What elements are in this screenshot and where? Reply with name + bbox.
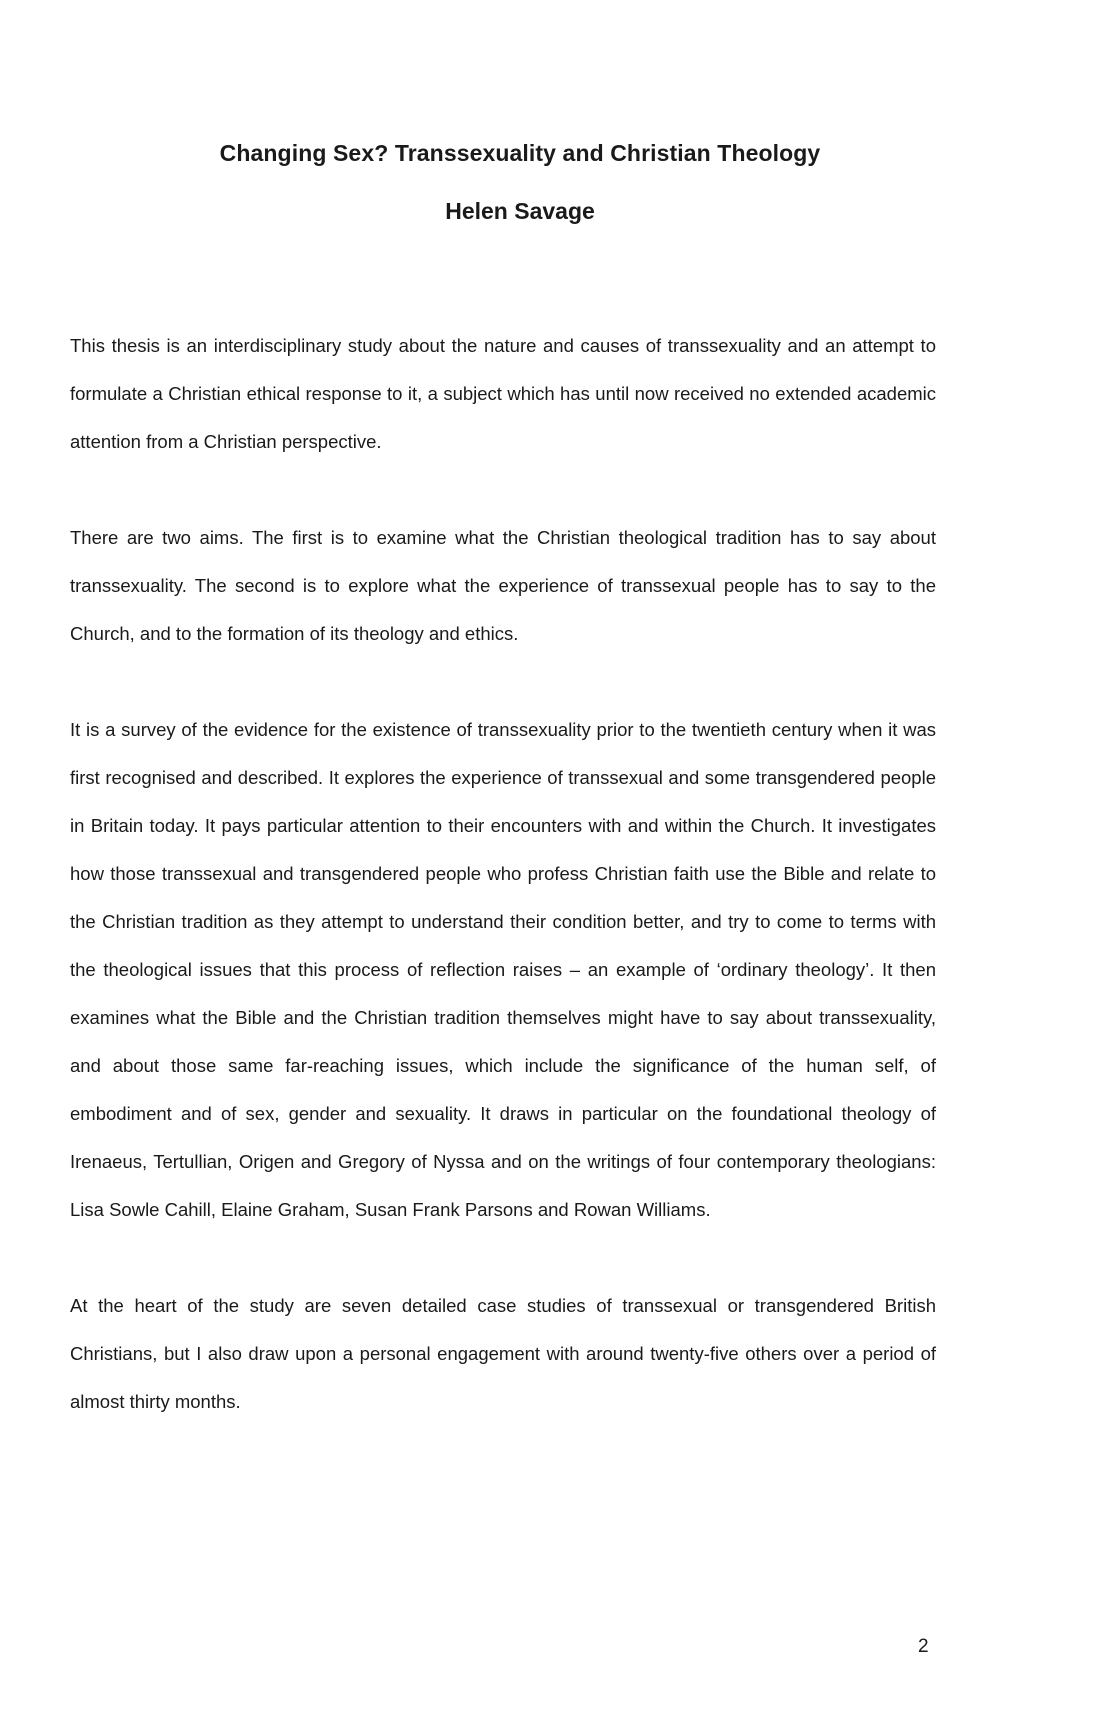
document-author: Helen Savage	[445, 198, 595, 224]
paragraph-intro: This thesis is an interdisciplinary study about the nature and causes of transsexuality and an attempt to formulate a Christian ethical response to it, a subject which has until now received no extended academic attention from a Christian perspective.	[70, 335, 936, 452]
abstract-body	[70, 322, 936, 1474]
paragraph-survey: It is a survey of the evidence for the existence of transsexuality prior to the twentieth century when it was first recognised and described. It explores the experience of transsexual and some transgendered people in Britain today. It pays particular attention to their encounters with and within the Church. It investigates how those transsexual and transgendered people who profess Christian faith use the Bible and relate to the Christian tradition as they attempt to understand their condition better, and try to come to terms with the theological issues that this process of reflection raises – an example of ‘ordinary theology’. It then examines what the Bible and the Christian tradition themselves might have to say about transsexuality, and about those same far-reaching issues, which include the significance of the human self, of embodiment and of sex, gender and sexuality. It draws in particular on the foundational theology of Irenaeus, Tertullian, Origen and Gregory of Nyssa and on the writings of four contemporary theologians: Lisa Sowle Cahill, Elaine Graham, Susan Frank Parsons and Rowan Williams.	[70, 719, 936, 1220]
paragraph-aims: There are two aims. The first is to examine what the Christian theological tradition has to say about transsexuality. The second is to explore what the experience of transsexual people has to say to the Church, and to the formation of its theology and ethics.	[70, 527, 936, 644]
document-title: Changing Sex? Transsexuality and Christian Theology	[219, 140, 821, 166]
paragraph-case-studies: At the heart of the study are seven detailed case studies of transsexual or transgendered British Christians, but I also draw upon a personal engagement with around twenty-five others over a period of almost thirty months.	[70, 1295, 936, 1412]
page-number: 2	[918, 1636, 929, 1657]
